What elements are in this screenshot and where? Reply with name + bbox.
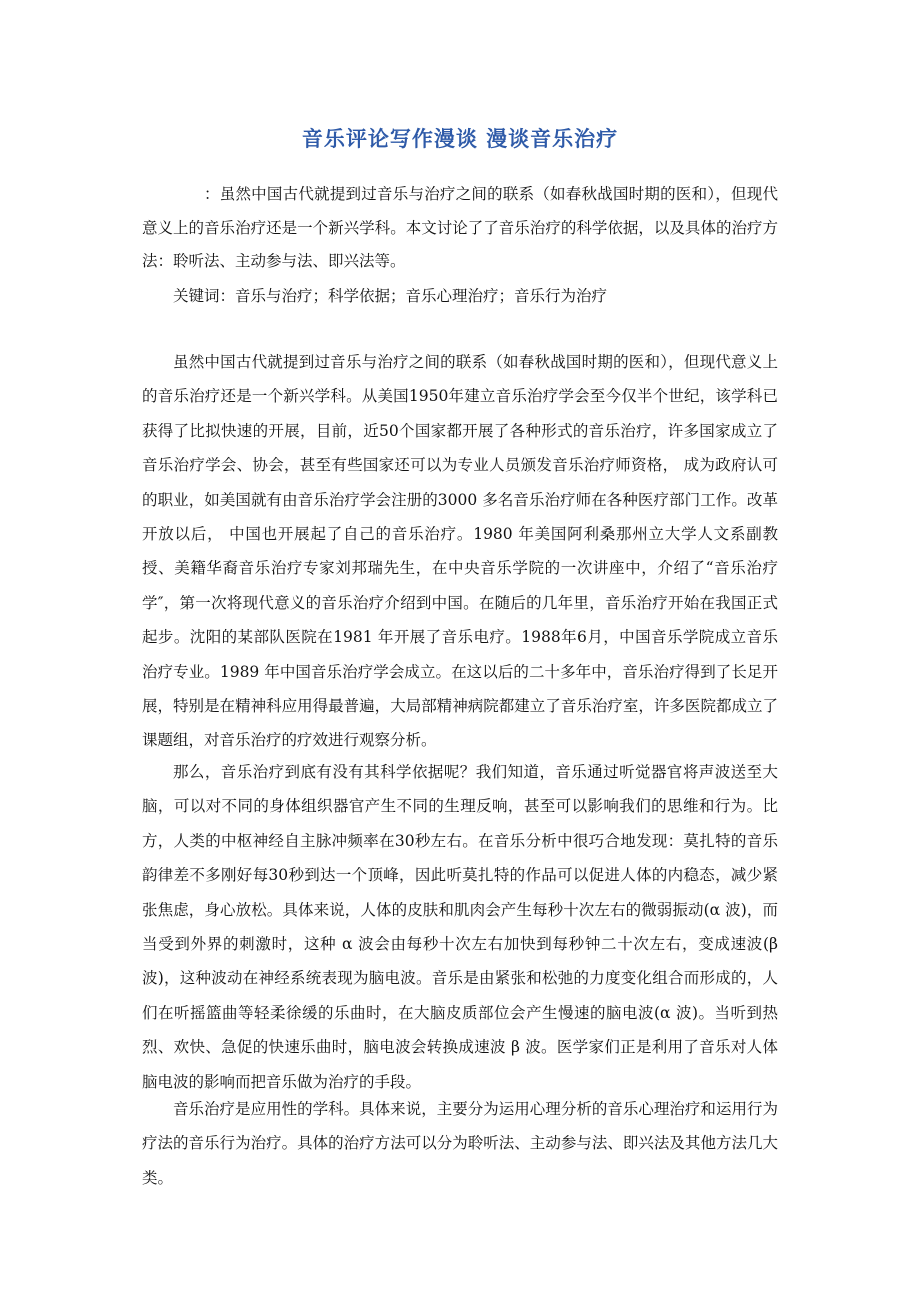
body-paragraph-methods: 音乐治疗是应用性的学科。具体来说，主要分为运用心理分析的音乐心理治疗和运用行为疗法的音乐行为治疗。具体的治疗方法可以分为聆听法、主动参与法、即兴法及其他方法几大类。 [142,1100,778,1187]
keywords-line: 关键词：音乐与治疗；科学依据；音乐心理治疗；音乐行为治疗 [173,287,608,305]
body-paragraph-science: 那么，音乐治疗到底有没有其科学依据呢？我们知道，音乐通过听觉器官将声波送至大脑，可以对不同的身体组织器官产生不同的生理反响，甚至可以影响我们的思维和行为。比方，人类的中枢神经自主脉冲频率在30秒左右。在音乐分析中很巧合地发现：莫扎特的音乐韵律差不多刚好每30秒到达一个顶峰，因此听莫扎特的作品可以促进人体的内稳态，减少紧张焦虑，身心放松。具体来说，人体的皮肤和肌肉会产生每秒十次左右的微弱振动(α 波)，而当受到外界的刺激时，这种 α 波会由每秒十次左右加快到每秒钟二十次左右，变成速波(β 波)，这种波动在神经系统表现为脑电波。音乐是由紧张和松弛的力度变化组合而形成的，人们在听摇篮曲等轻柔徐缓的乐曲时，在大脑皮质部位会产生慢速的脑电波(α 波)。当听到热烈、欢快、急促的快速乐曲时，脑电波会转换成速波 β 波。医学家们正是利用了音乐对人体脑电波的影响而把音乐做为治疗的手段。 [142,763,778,1091]
document-title: 音乐评论写作漫谈 漫谈音乐治疗 [301,127,619,151]
body-paragraph-history: 虽然中国古代就提到过音乐与治疗之间的联系（如春秋战国时期的医和），但现代意义上的音乐治疗还是一个新兴学科。从美国1950年建立音乐治疗学会至今仅半个世纪，该学科已获得了比拟快速的开展，目前，近50个国家都开展了各种形式的音乐治疗，许多国家成立了音乐治疗学会、协会，甚至有些国家还可以为专业人员颁发音乐治疗师资格， 成为政府认可的职业，如美国就有由音乐治疗学会注册的3000 多名音乐治疗师在各种医疗部门工作。改革开放以后， 中国也开展起了自己的音乐治疗。1980 年美国阿利桑那州立大学人文系副教授、美籍华裔音乐治疗专家刘邦瑞先生，在中央音乐学院的一次讲座中，介绍了“音乐治疗学″，第一次将现代意义的音乐治疗介绍到中国。在随后的几年里，音乐治疗开始在我国正式起步。沈阳的某部队医院在1981 年开展了音乐电疗。1988年6月，中国音乐学院成立音乐治疗专业。1989 年中国音乐治疗学会成立。在这以后的二十多年中，音乐治疗得到了长足开展，特别是在精神科应用得最普遍，大局部精神病院都建立了音乐治疗室，许多医院都成立了课题组，对音乐治疗的疗效进行观察分析。 [142,353,778,750]
abstract-paragraph: ：虽然中国古代就提到过音乐与治疗之间的联系（如春秋战国时期的医和），但现代意义上的音乐治疗还是一个新兴学科。本文讨论了了音乐治疗的科学依据，以及具体的治疗方法：聆听法、主动参与法、即兴法等。 [142,185,778,270]
